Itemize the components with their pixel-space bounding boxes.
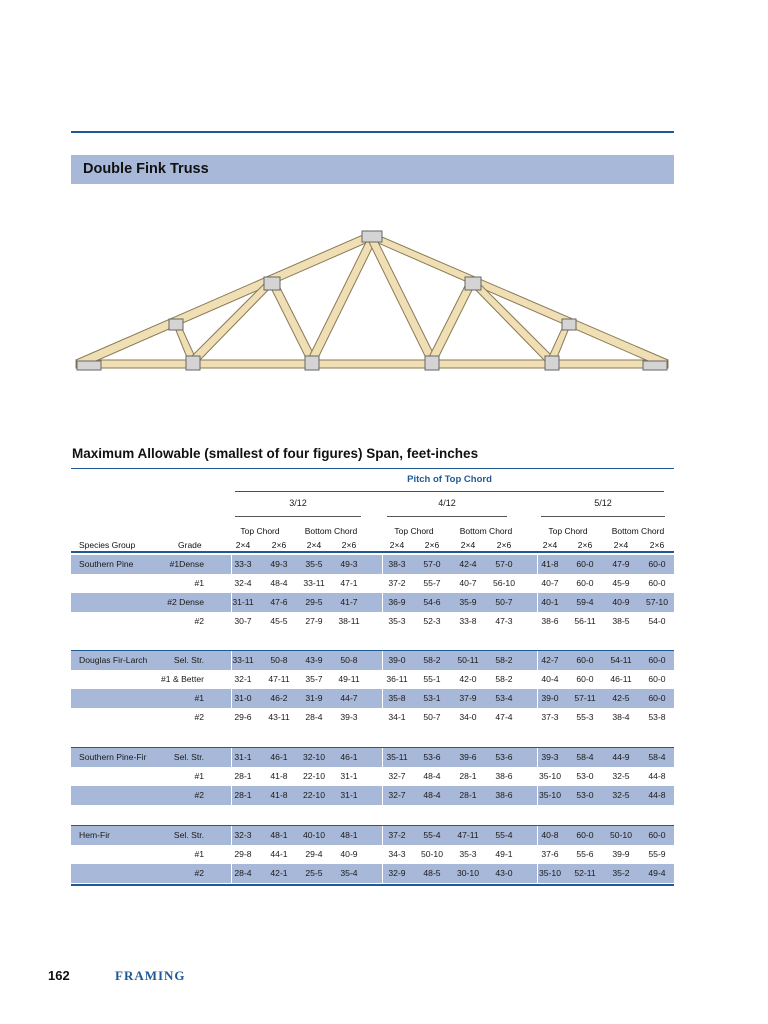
span-cell: 55-6 xyxy=(576,849,594,859)
chord-label: Bottom Chord xyxy=(459,526,513,536)
span-cell: 32-9 xyxy=(388,868,406,878)
span-cell: 38-6 xyxy=(495,790,513,800)
span-cell: 31-11 xyxy=(232,597,254,607)
table-title: Maximum Allowable (smallest of four figures) Span, feet-inches xyxy=(72,446,479,461)
span-cell: 42-0 xyxy=(459,674,477,684)
gusset-plates xyxy=(77,231,667,370)
span-cell: 52-3 xyxy=(423,616,441,626)
span-cell: 32-10 xyxy=(303,752,325,762)
span-cell: 43-9 xyxy=(305,655,323,665)
span-cell: 47-9 xyxy=(612,559,630,569)
pitch-label: Pitch of Top Chord xyxy=(407,474,492,485)
span-cell: 55-3 xyxy=(576,712,594,722)
span-cell: 31-1 xyxy=(340,771,358,781)
grade-header: Grade xyxy=(178,540,202,550)
page-title: Double Fink Truss xyxy=(83,161,209,177)
pitch-value: 4/12 xyxy=(438,498,456,508)
span-cell: 56-10 xyxy=(493,578,515,588)
span-cell: 53-6 xyxy=(423,752,441,762)
span-cell: 28-1 xyxy=(459,790,477,800)
span-cell: 35-2 xyxy=(612,868,630,878)
span-cell: 57-0 xyxy=(495,559,513,569)
span-cell: 40-7 xyxy=(459,578,477,588)
span-cell: 45-9 xyxy=(612,578,630,588)
chord-label: Bottom Chord xyxy=(611,526,665,536)
table-row xyxy=(71,708,674,727)
span-cell: 40-9 xyxy=(612,597,630,607)
table-row xyxy=(71,767,674,786)
span-cell: 58-4 xyxy=(576,752,594,762)
span-cell: 40-4 xyxy=(541,674,559,684)
span-cell: 27-9 xyxy=(305,616,323,626)
span-cell: 30-10 xyxy=(457,868,479,878)
gusset-plate xyxy=(643,361,667,370)
span-cell: 47-3 xyxy=(495,616,513,626)
span-cell: 33-3 xyxy=(234,559,252,569)
span-cell: 41-8 xyxy=(270,790,288,800)
span-cell: 46-1 xyxy=(340,752,358,762)
span-cell: 60-0 xyxy=(576,674,594,684)
size-header: 2×6 xyxy=(271,540,287,550)
chord-label: Top Chord xyxy=(240,526,280,536)
table-row xyxy=(71,612,674,631)
pitch-group xyxy=(541,498,665,508)
span-cell: 31-1 xyxy=(340,790,358,800)
gusset-plate xyxy=(305,356,319,370)
span-cell: 50-7 xyxy=(423,712,441,722)
span-cell: 37-3 xyxy=(541,712,559,722)
span-cell: 38-3 xyxy=(388,559,406,569)
span-cell: 47-4 xyxy=(495,712,513,722)
span-cell: 49-3 xyxy=(340,559,358,569)
size-header: 2×6 xyxy=(341,540,357,550)
span-cell: 43-11 xyxy=(268,712,290,722)
span-cell: 35-11 xyxy=(386,752,408,762)
grade-cell: Sel. Str. xyxy=(173,655,204,665)
span-cell: 28-1 xyxy=(234,771,252,781)
span-cell: 33-8 xyxy=(459,616,477,626)
span-cell: 33-11 xyxy=(232,655,254,665)
span-cell: 37-6 xyxy=(541,849,559,859)
span-cell: 50-11 xyxy=(457,655,479,665)
span-cell: 32-4 xyxy=(234,578,252,588)
span-cell: 34-0 xyxy=(459,712,477,722)
grade-cell: Sel. Str. xyxy=(173,830,204,840)
grade-cell: #2 xyxy=(194,616,204,626)
span-cell: 48-1 xyxy=(340,830,358,840)
span-cell: 58-2 xyxy=(495,674,513,684)
span-cell: 42-7 xyxy=(541,655,559,665)
span-cell: 58-2 xyxy=(495,655,513,665)
pitch-group xyxy=(235,498,361,508)
gusset-plate xyxy=(169,319,183,330)
span-cell: 40-7 xyxy=(541,578,559,588)
top-chord-left xyxy=(76,231,375,367)
span-cell: 38-5 xyxy=(612,616,630,626)
span-cell: 58-2 xyxy=(423,655,441,665)
span-cell: 57-10 xyxy=(646,597,668,607)
span-cell: 39-3 xyxy=(541,752,559,762)
span-cell: 60-0 xyxy=(576,830,594,840)
gusset-plate xyxy=(465,277,481,290)
span-cell: 50-10 xyxy=(610,830,632,840)
span-cell: 28-4 xyxy=(305,712,323,722)
group-rule xyxy=(71,551,674,553)
span-cell: 48-1 xyxy=(270,830,288,840)
table-row xyxy=(71,689,674,708)
grade-cell: #2 xyxy=(194,790,204,800)
span-cell: 54-0 xyxy=(648,616,666,626)
span-cell: 35-3 xyxy=(388,616,406,626)
span-cell: 55-4 xyxy=(495,830,513,840)
span-cell: 31-1 xyxy=(234,752,252,762)
span-cell: 29-4 xyxy=(305,849,323,859)
table-title-rule xyxy=(71,468,674,469)
span-cell: 32-1 xyxy=(234,674,252,684)
span-cell: 49-4 xyxy=(648,868,666,878)
gusset-plate xyxy=(545,356,559,370)
span-cell: 38-11 xyxy=(338,616,360,626)
span-cell: 50-7 xyxy=(495,597,513,607)
span-cell: 44-7 xyxy=(340,693,358,703)
span-cell: 32-3 xyxy=(234,830,252,840)
span-cell: 53-0 xyxy=(576,771,594,781)
table-row xyxy=(71,826,674,845)
span-cell: 58-4 xyxy=(648,752,666,762)
span-cell: 50-8 xyxy=(270,655,288,665)
size-header: 2×6 xyxy=(577,540,593,550)
size-header: 2×6 xyxy=(649,540,665,550)
gusset-plate xyxy=(77,361,101,370)
span-cell: 31-0 xyxy=(234,693,252,703)
table-row xyxy=(71,574,674,593)
span-cell: 45-5 xyxy=(270,616,288,626)
span-cell: 56-11 xyxy=(574,616,596,626)
gusset-plate xyxy=(264,277,280,290)
size-header: 2×6 xyxy=(496,540,512,550)
span-cell: 35-10 xyxy=(539,790,561,800)
span-cell: 49-1 xyxy=(495,849,513,859)
span-cell: 37-2 xyxy=(388,578,406,588)
span-cell: 55-4 xyxy=(423,830,441,840)
span-cell: 39-0 xyxy=(388,655,406,665)
span-cell: 40-10 xyxy=(303,830,325,840)
section-name: FRAMING xyxy=(115,968,186,983)
span-cell: 54-6 xyxy=(423,597,441,607)
grade-cell: #1 xyxy=(194,849,204,859)
gusset-plate xyxy=(362,231,382,242)
size-header: 2×4 xyxy=(389,540,405,550)
span-cell: 31-9 xyxy=(305,693,323,703)
span-cell: 29-5 xyxy=(305,597,323,607)
span-cell: 44-1 xyxy=(270,849,288,859)
span-cell: 52-11 xyxy=(574,868,596,878)
table-row xyxy=(71,555,674,574)
span-cell: 60-0 xyxy=(576,559,594,569)
span-cell: 53-4 xyxy=(495,693,513,703)
span-cell: 35-3 xyxy=(459,849,477,859)
web-member xyxy=(428,280,476,362)
span-cell: 44-8 xyxy=(648,790,666,800)
span-cell: 47-11 xyxy=(457,830,479,840)
span-cell: 33-11 xyxy=(303,578,325,588)
span-cell: 40-8 xyxy=(541,830,559,840)
species-cell: Southern Pine xyxy=(79,559,134,569)
span-cell: 25-5 xyxy=(305,868,323,878)
span-cell: 35-9 xyxy=(459,597,477,607)
grade-cell: #1 & Better xyxy=(161,674,204,684)
chord-label: Top Chord xyxy=(394,526,434,536)
span-cell: 35-7 xyxy=(305,674,323,684)
span-cell: 40-9 xyxy=(340,849,358,859)
span-cell: 60-0 xyxy=(648,559,666,569)
span-cell: 47-6 xyxy=(270,597,288,607)
span-cell: 40-1 xyxy=(541,597,559,607)
span-cell: 35-4 xyxy=(340,868,358,878)
span-cell: 48-4 xyxy=(423,771,441,781)
span-cell: 57-11 xyxy=(574,693,596,703)
span-cell: 28-1 xyxy=(234,790,252,800)
span-cell: 39-6 xyxy=(459,752,477,762)
span-cell: 50-8 xyxy=(340,655,358,665)
span-cell: 60-0 xyxy=(648,674,666,684)
span-cell: 32-7 xyxy=(388,771,406,781)
truss-diagram xyxy=(72,222,672,374)
span-cell: 48-4 xyxy=(423,790,441,800)
span-cell: 47-11 xyxy=(268,674,290,684)
top-rule xyxy=(71,131,674,133)
span-cell: 38-4 xyxy=(612,712,630,722)
size-header: 2×4 xyxy=(542,540,558,550)
span-cell: 46-11 xyxy=(610,674,632,684)
span-cell: 34-1 xyxy=(388,712,406,722)
span-cell: 54-11 xyxy=(610,655,632,665)
span-cell: 39-0 xyxy=(541,693,559,703)
table-row xyxy=(71,651,674,670)
span-cell: 37-2 xyxy=(388,830,406,840)
grade-cell: #2 xyxy=(194,712,204,722)
species-cell: Southern Pine-Fir xyxy=(79,752,147,762)
span-cell: 28-4 xyxy=(234,868,252,878)
web-member xyxy=(268,280,316,362)
chord-label: Bottom Chord xyxy=(304,526,358,536)
title-band xyxy=(71,155,674,184)
span-cell: 30-7 xyxy=(234,616,252,626)
grade-cell: #1 xyxy=(194,693,204,703)
span-cell: 60-0 xyxy=(648,578,666,588)
span-cell: 35-10 xyxy=(539,771,561,781)
span-cell: 47-1 xyxy=(340,578,358,588)
span-cell: 44-9 xyxy=(612,752,630,762)
size-header: 2×4 xyxy=(235,540,251,550)
size-header: 2×4 xyxy=(306,540,322,550)
gusset-plate xyxy=(425,356,439,370)
span-cell: 59-4 xyxy=(576,597,594,607)
span-cell: 41-7 xyxy=(340,597,358,607)
span-cell: 32-7 xyxy=(388,790,406,800)
span-cell: 48-4 xyxy=(270,578,288,588)
span-cell: 46-1 xyxy=(270,752,288,762)
table-bottom-rule xyxy=(71,884,674,886)
web-member xyxy=(367,236,436,362)
size-header: 2×4 xyxy=(613,540,629,550)
span-cell: 39-9 xyxy=(612,849,630,859)
span-cell: 43-0 xyxy=(495,868,513,878)
span-cell: 49-11 xyxy=(338,674,360,684)
span-cell: 44-8 xyxy=(648,771,666,781)
grade-cell: #2 xyxy=(194,868,204,878)
bottom-chord xyxy=(76,360,668,368)
span-cell: 32-5 xyxy=(612,790,630,800)
pitch-value: 5/12 xyxy=(594,498,612,508)
span-cell: 35-5 xyxy=(305,559,323,569)
pitch-group xyxy=(387,498,507,508)
span-cell: 60-0 xyxy=(576,578,594,588)
grade-cell: Sel. Str. xyxy=(173,752,204,762)
span-cell: 42-5 xyxy=(612,693,630,703)
table-row xyxy=(71,593,674,612)
span-cell: 41-8 xyxy=(541,559,559,569)
chord-label: Top Chord xyxy=(548,526,588,536)
span-cell: 36-11 xyxy=(386,674,408,684)
span-cell: 57-0 xyxy=(423,559,441,569)
pitch-value: 3/12 xyxy=(289,498,307,508)
species-cell: Hem-Fir xyxy=(79,830,111,840)
grade-cell: #1 xyxy=(194,771,204,781)
span-cell: 29-8 xyxy=(234,849,252,859)
span-cell: 53-1 xyxy=(423,693,441,703)
span-cell: 53-0 xyxy=(576,790,594,800)
truss-members xyxy=(76,231,668,368)
grade-cell: #1Dense xyxy=(169,559,204,569)
span-cell: 36-9 xyxy=(388,597,406,607)
span-cell: 55-7 xyxy=(423,578,441,588)
table-row xyxy=(71,670,674,689)
span-cell: 35-10 xyxy=(539,868,561,878)
table-row xyxy=(71,748,674,767)
species-cell: Douglas Fir-Larch xyxy=(79,655,148,665)
species-header: Species Group xyxy=(79,540,136,550)
span-cell: 38-6 xyxy=(495,771,513,781)
span-cell: 39-3 xyxy=(340,712,358,722)
span-cell: 53-6 xyxy=(495,752,513,762)
span-cell: 22-10 xyxy=(303,771,325,781)
span-cell: 34-3 xyxy=(388,849,406,859)
span-cell: 42-4 xyxy=(459,559,477,569)
size-header: 2×6 xyxy=(424,540,440,550)
span-cell: 55-1 xyxy=(423,674,441,684)
span-cell: 60-0 xyxy=(648,655,666,665)
gusset-plate xyxy=(562,319,576,330)
span-cell: 32-5 xyxy=(612,771,630,781)
grade-cell: #2 Dense xyxy=(167,597,204,607)
span-cell: 50-10 xyxy=(421,849,443,859)
span-cell: 35-8 xyxy=(388,693,406,703)
table-row xyxy=(71,845,674,864)
table-row xyxy=(71,786,674,805)
pitch-rule xyxy=(235,491,664,492)
span-cell: 37-9 xyxy=(459,693,477,703)
span-cell: 22-10 xyxy=(303,790,325,800)
span-cell: 46-2 xyxy=(270,693,288,703)
top-chord-right xyxy=(368,231,668,367)
span-cell: 60-0 xyxy=(576,655,594,665)
span-cell: 38-6 xyxy=(541,616,559,626)
grade-cell: #1 xyxy=(194,578,204,588)
gusset-plate xyxy=(186,356,200,370)
span-cell: 49-3 xyxy=(270,559,288,569)
span-cell: 53-8 xyxy=(648,712,666,722)
span-cell: 60-0 xyxy=(648,830,666,840)
table-row xyxy=(71,864,674,883)
size-header: 2×4 xyxy=(460,540,476,550)
span-cell: 42-1 xyxy=(270,868,288,878)
span-cell: 48-5 xyxy=(423,868,441,878)
page-number: 162 xyxy=(48,968,70,983)
span-cell: 29-6 xyxy=(234,712,252,722)
span-cell: 55-9 xyxy=(648,849,666,859)
span-cell: 60-0 xyxy=(648,693,666,703)
span-cell: 41-8 xyxy=(270,771,288,781)
span-cell: 28-1 xyxy=(459,771,477,781)
